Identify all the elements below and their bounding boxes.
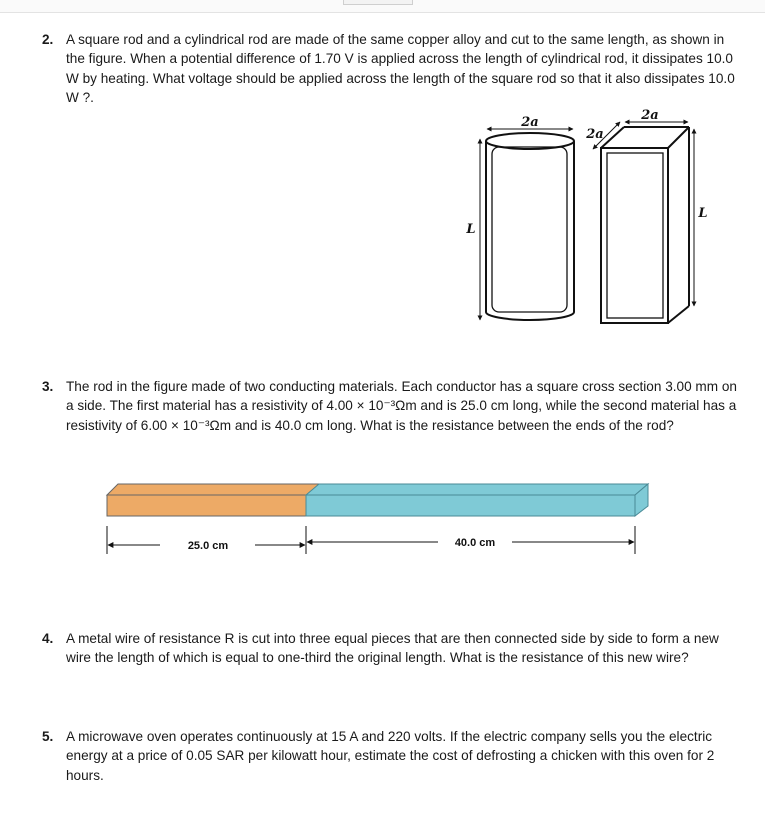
question-text: A metal wire of resistance R is cut into three equal pieces that are then connected side by side to form a new wire the length of which is equal to one-third the original length. What is the resistance of this new wire? xyxy=(66,631,719,666)
cyl-length-label: L xyxy=(466,222,476,237)
rod-segment-1 xyxy=(107,484,328,516)
composite-rod-figure xyxy=(100,478,660,568)
question-number: 3. xyxy=(42,379,54,394)
question-4 xyxy=(42,629,742,668)
question-3 xyxy=(42,377,742,435)
question-5 xyxy=(42,727,742,785)
question-number: 2. xyxy=(42,32,54,47)
rods-figure xyxy=(440,108,710,333)
length-1-label: 25.0 cm xyxy=(187,540,229,552)
box-width-label: 2a xyxy=(641,108,659,123)
cyl-diameter-label: 2a xyxy=(521,115,539,130)
box-depth-label: 2a xyxy=(586,127,604,142)
question-text: A square rod and a cylindrical rod are made of the same copper alloy and cut to the same length, as shown in the figure. When a potential difference of 1.70 V is applied across the length of cylindrical rod, it dissipates 10.0 W by heating. What voltage should be applied across the length of the square rod so that it also dissipates 10.0 W ?. xyxy=(66,32,735,106)
top-toolbar-strip xyxy=(0,0,765,13)
question-2 xyxy=(42,30,742,108)
cylinder-rod xyxy=(486,133,574,320)
square-rod xyxy=(601,127,689,323)
question-number: 4. xyxy=(42,631,54,646)
drag-handle[interactable] xyxy=(343,0,413,5)
question-text: The rod in the figure made of two conducting materials. Each conductor has a square cross section 3.00 mm on a side. The first material has a resistivity of 4.00 × 10⁻³Ωm and is 25.0 cm long, while the second material has a resistivity of 6.00 × 10⁻³Ωm and is 40.0 cm long. What is the resistance between the ends of the rod? xyxy=(66,379,737,433)
box-length-label: L xyxy=(698,206,708,221)
question-number: 5. xyxy=(42,729,54,744)
rod-segment-2 xyxy=(306,484,648,516)
length-2-label: 40.0 cm xyxy=(454,537,496,549)
question-text: A microwave oven operates continuously at 15 A and 220 volts. If the electric company sells you the electric energy at a price of 0.05 SAR per kilowatt hour, estimate the cost of defrosting a chicken with this oven for 2 hours. xyxy=(66,729,715,783)
